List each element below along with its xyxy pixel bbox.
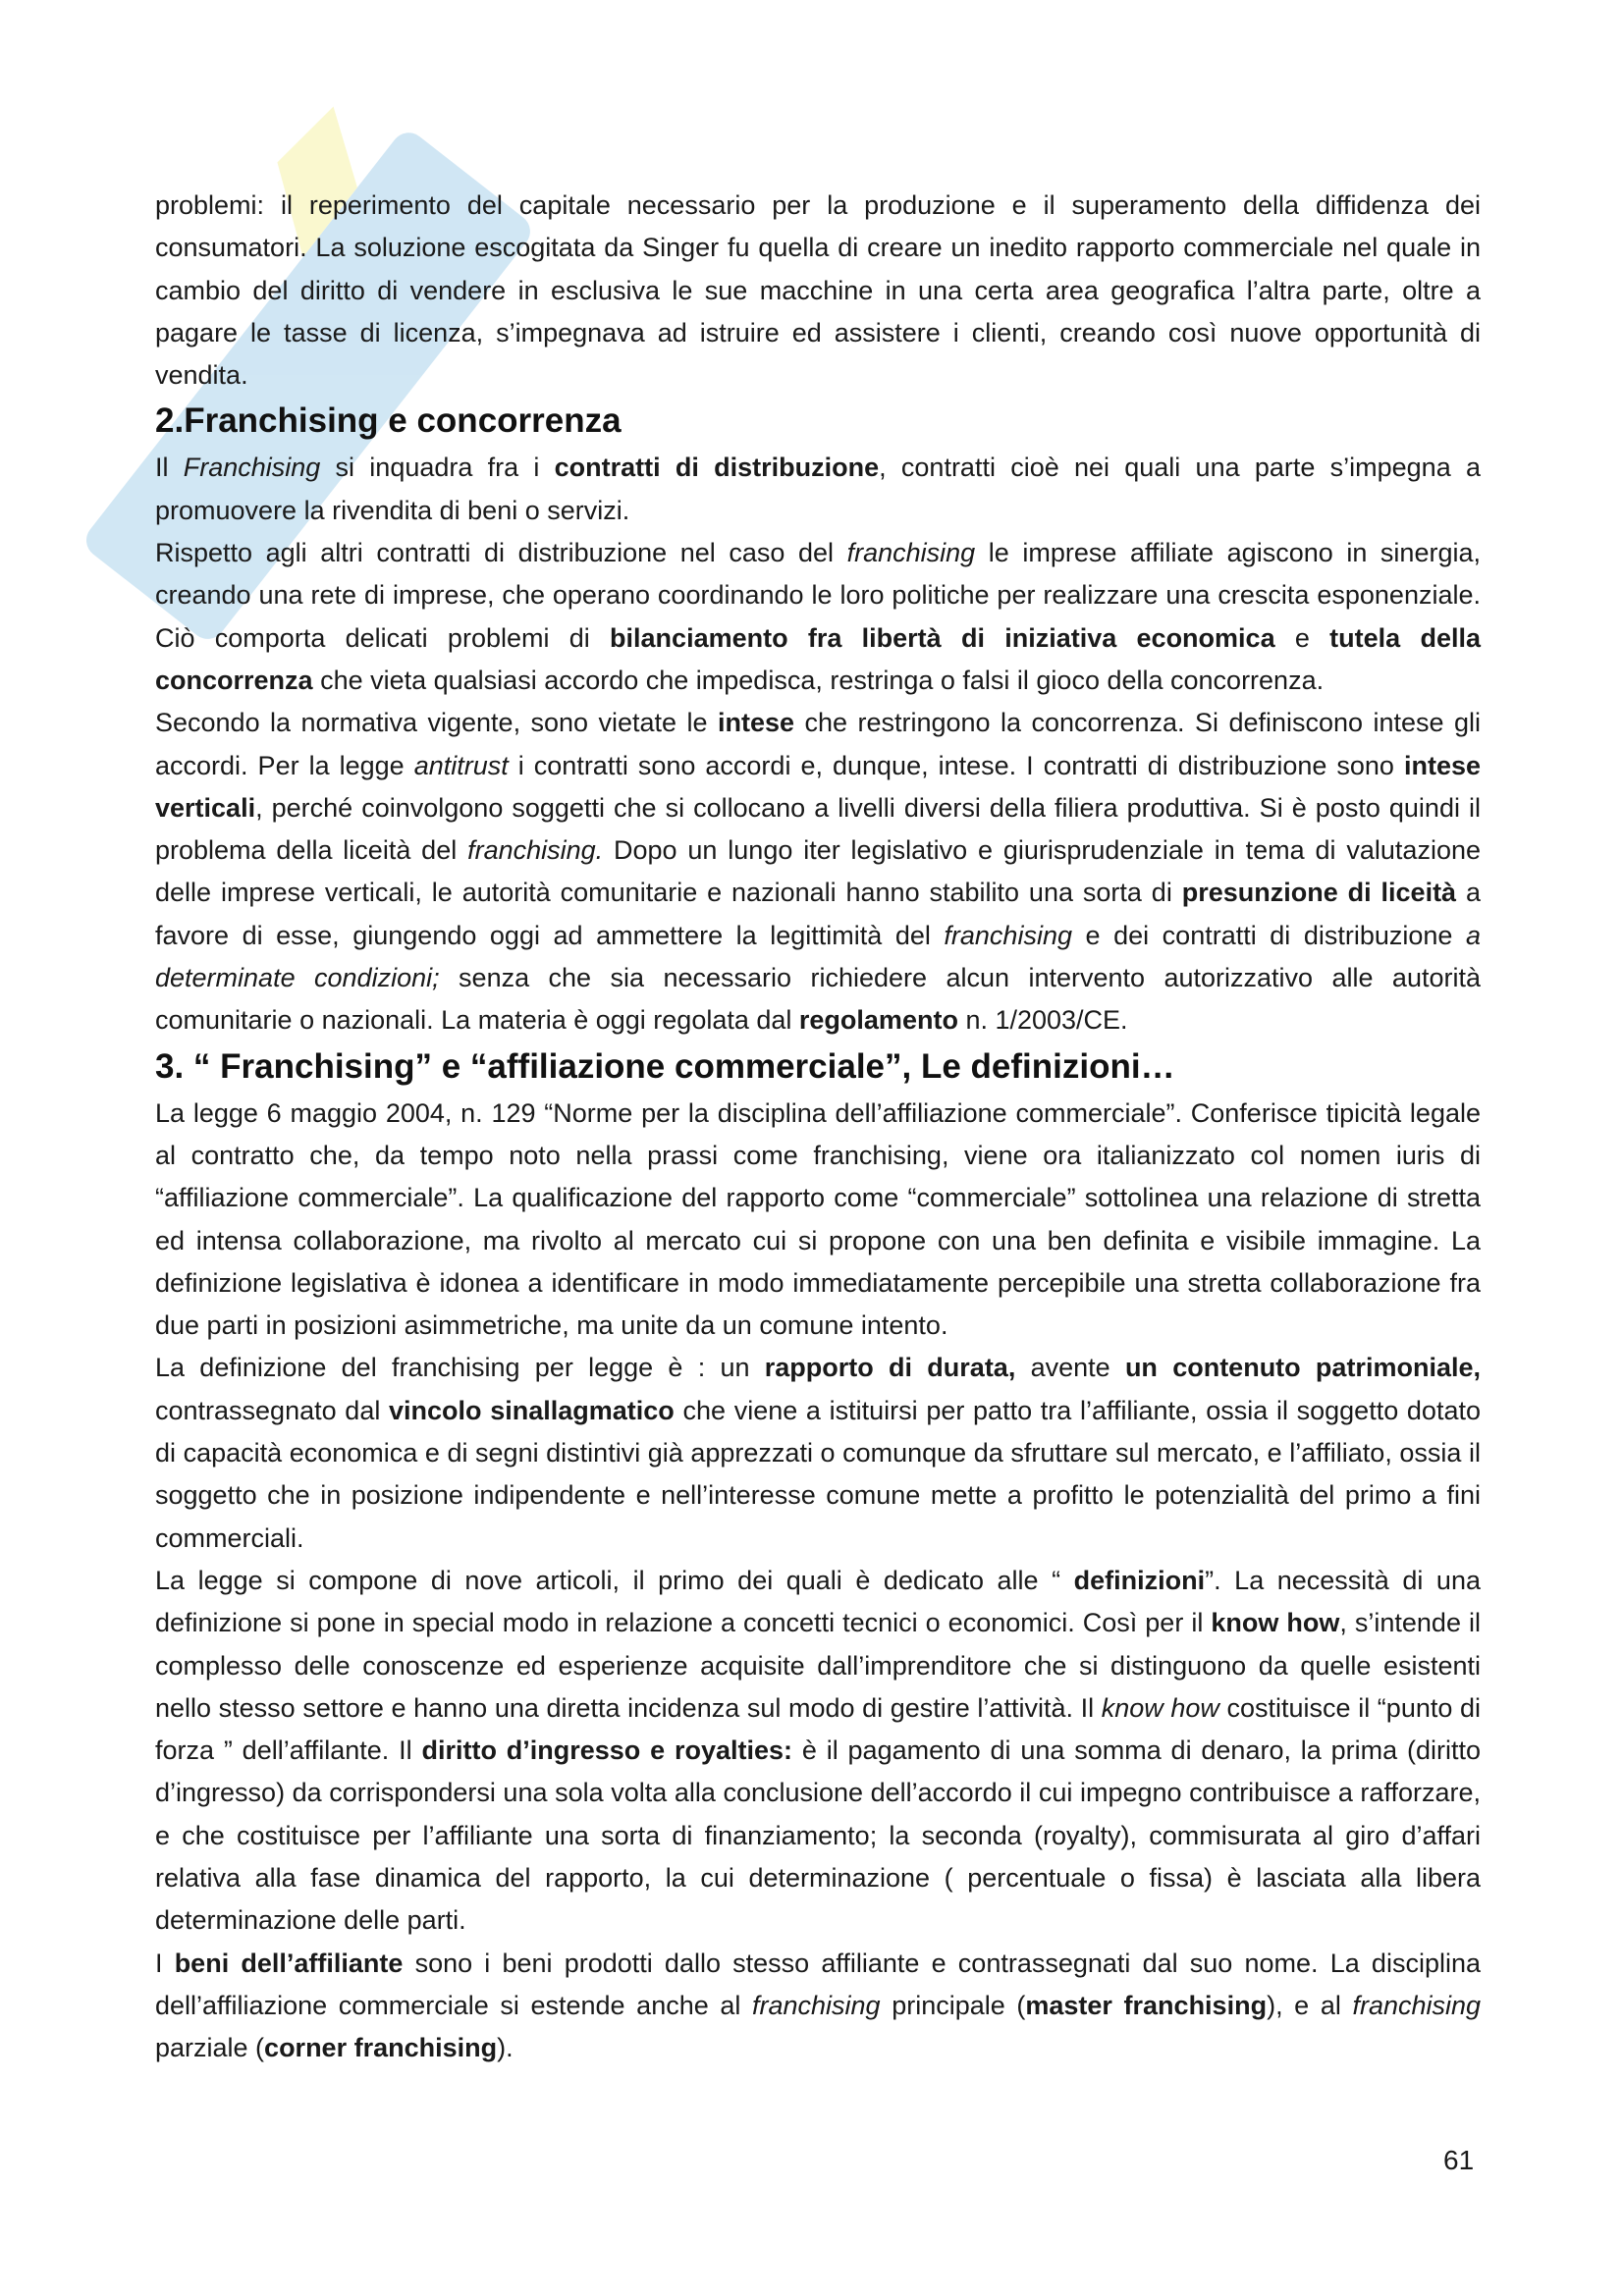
heading-section-3: 3. “ Franchising” e “affiliazione commerciale”, Le definizioni… (155, 1046, 1175, 1086)
page-number: 61 (1443, 2145, 1475, 2175)
document-page (155, 185, 1481, 2069)
paragraph-2-3: Secondo la normativa vigente, sono vietate le intese che restringono la concorrenza. Si definiscono intese gli accordi. Per la legge antitrust i contratti sono accordi e, dunque, intese. I contratti di distribuzione sono intese verticali, perché coinvolgono soggetti che si collocano a livelli diversi della filiera produttiva. Si è posto quindi il problema della liceità del franchising. Dopo un lungo iter legislativo e giurisprudenziale in tema di valutazione delle imprese verticali, le autorità comunitarie e nazionali hanno stabilito una sorta di presunzione di liceità a favore di esse, giungendo oggi ad ammettere la legittimità del franchising e dei contratti di distribuzione a determinate condizioni; senza che sia necessario richiedere alcun intervento autorizzativo alle autorità comunitarie o nazionali. La materia è oggi regolata dal regolamento n. 1/2003/CE. (155, 708, 1481, 1036)
paragraph-2-2: Rispetto agli altri contratti di distribuzione nel caso del franchising le imprese affiliate agiscono in sinergia, creando una rete di imprese, che operano coordinando le loro politiche per realizzare una crescita esponenziale. Ciò comporta delicati problemi di bilanciamento fra libertà di iniziativa economica e tutela della concorrenza che vieta qualsiasi accordo che impedisca, restringa o falsi il gioco della concorrenza. (155, 538, 1481, 695)
paragraph-3-4: I beni dell’affiliante sono i beni prodotti dallo stesso affiliante e contrassegnati dal suo nome. La disciplina dell’affiliazione commerciale si estende anche al franchising principale (master franchising), e al franchising parziale (corner franchising). (155, 1948, 1482, 2063)
heading-section-2: 2.Franchising e concorrenza (155, 401, 622, 441)
paragraph-3-1: La legge 6 maggio 2004, n. 129 “Norme per la disciplina dell’affiliazione commerciale”. Conferisce tipicità legale al contratto che, da tempo noto nella prassi come franchising, viene ora italianizzato col nomen iuris di “affiliazione commerciale”. La qualificazione del rapporto come “commerciale” sottolinea una relazione di stretta ed intensa collaborazione, ma rivolto al mercato cui si propone con una ben definita e visibile immagine. La definizione legislativa è idonea a identificare in modo immediatamente percepibile una stretta collaborazione fra due parti in posizioni asimmetriche, ma unite da un comune intento. (155, 1097, 1481, 1341)
paragraph-3-2: La definizione del franchising per legge è : un rapporto di durata, avente un contenuto patrimoniale, contrassegnato dal vincolo sinallagmatico che viene a istituirsi per patto tra l’affiliante, ossia il soggetto dotato di capacità economica e di segni distintivi già apprezzati o comunque da sfruttare sul mercato, e l’affiliato, ossia il soggetto che in posizione indipendente e nell’interesse comune mette a profitto le potenzialità del primo a fini commerciali. (155, 1353, 1481, 1553)
paragraph-intro: problemi: il reperimento del capitale necessario per la produzione e il superamento della diffidenza dei consumatori. La soluzione escogitata da Singer fu quella di creare un inedito rapporto commerciale nel quale in cambio del diritto di vendere in esclusiva le sue macchine in una certa area geografica l’altra parte, oltre a pagare le tasse di licenza, s’impegnava ad istruire ed assistere i clienti, creando così nuove opportunità di vendita. (155, 190, 1481, 391)
paragraph-3-3: La legge si compone di nove articoli, il primo dei quali è dedicato alle “ definizioni”. La necessità di una definizione si pone in special modo in relazione a concetti tecnici o economici. Così per il know how, s’intende il complesso delle conoscenze ed esperienze acquisite dall’imprenditore che si distinguono da quelle esistenti nello stesso settore e hanno una diretta incidenza sul modo di gestire l’attività. Il know how costituisce il “punto di forza ” dell’affilante. Il diritto d’ingresso e royalties: è il pagamento di una somma di denaro, la prima (diritto d’ingresso) da corrispondersi una sola volta alla conclusione dell’accordo il cui impegno contribuisce a rafforzare, e che costituisce per l’affiliante una sorta di finanziamento; la seconda (royalty), commisurata al giro d’affari relativa alla fase dinamica del rapporto, la cui determinazione ( percentuale o fissa) è lasciata alla libera determinazione delle parti. (155, 1565, 1482, 1936)
paragraph-2-1: Il Franchising si inquadra fra i contratti di distribuzione, contratti cioè nei quali una parte s’impegna a promuovere la rivendita di beni o servizi. (155, 453, 1481, 525)
